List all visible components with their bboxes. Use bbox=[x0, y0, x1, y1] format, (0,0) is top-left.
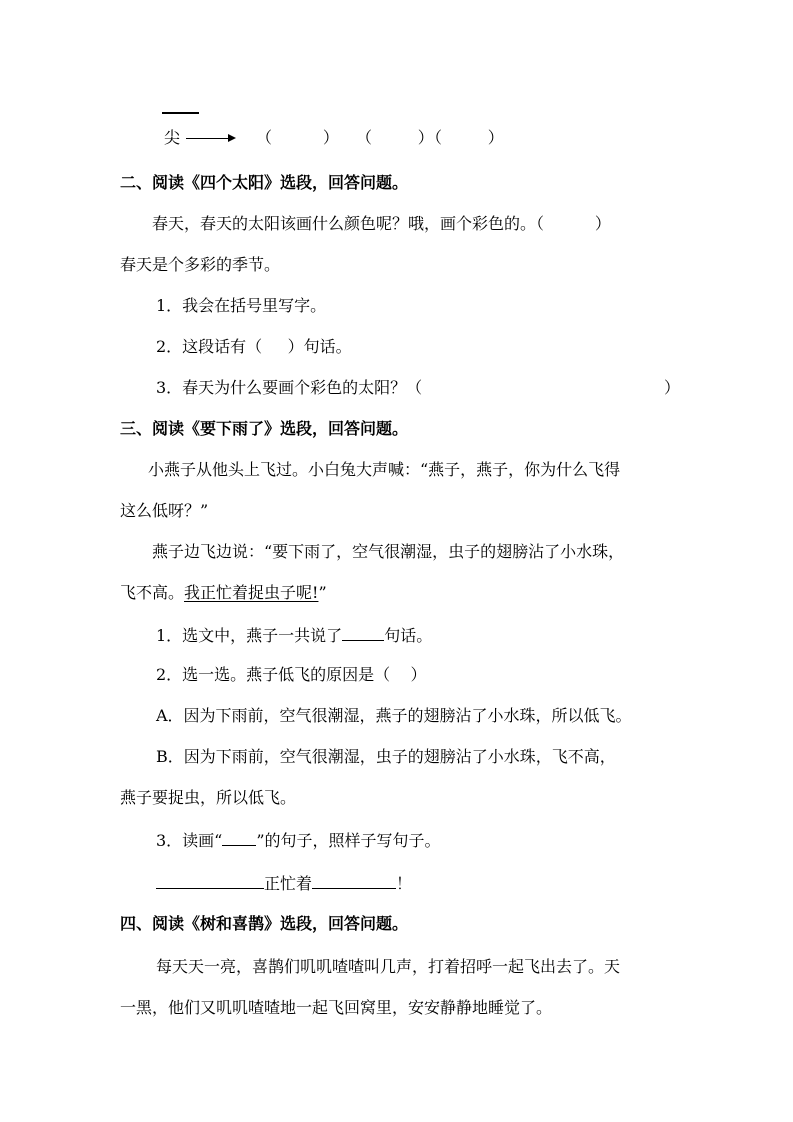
fill-blank-1[interactable] bbox=[156, 874, 264, 889]
section3-heading: 三、阅读《要下雨了》选段，回答问题。 bbox=[120, 419, 409, 438]
section3-p1-line2: 这么低呀？” bbox=[120, 501, 209, 520]
section2-question-3-close: ） bbox=[664, 378, 681, 397]
q1-after: 句话。 bbox=[384, 626, 433, 645]
q3-before: 3．读画“ bbox=[156, 831, 223, 850]
top-rule bbox=[162, 112, 199, 114]
section2-question-2: 2．这段话有（ ）句话。 bbox=[156, 337, 352, 356]
section3-question-1 bbox=[156, 626, 432, 644]
p2-close-quote: ” bbox=[318, 583, 327, 602]
answer-paren-1[interactable]: （ ） bbox=[256, 128, 339, 147]
q1-before: 1．选文中，燕子一共说了 bbox=[156, 626, 343, 645]
answer-paren-3[interactable]: （ ） bbox=[426, 128, 504, 147]
section2-passage-line1: 春天，春天的太阳该画什么颜色呢？哦，画个彩色的。（ ） bbox=[152, 214, 611, 233]
section3-fill-sentence bbox=[156, 874, 412, 892]
p2-plain-text: 飞不高。 bbox=[120, 583, 185, 602]
section3-p2-line1: 燕子边飞边说：“要下雨了，空气很潮湿，虫子的翅膀沾了小水珠， bbox=[152, 542, 625, 561]
section4-p-line2: 一黑，他们又叽叽喳喳地一起飞回窝里，安安静静地睡觉了。 bbox=[120, 998, 553, 1017]
section3-p2-line2 bbox=[120, 585, 327, 601]
q3-after: ”的句子，照样子写句子。 bbox=[256, 831, 441, 850]
fill-middle: 正忙着 bbox=[264, 874, 313, 893]
blank-input[interactable] bbox=[342, 626, 384, 641]
section3-option-b-line1: B．因为下雨前，空气很潮湿，虫子的翅膀沾了小水珠，飞不高， bbox=[156, 747, 616, 766]
fill-end: ！ bbox=[396, 874, 413, 893]
section3-option-b-line2: 燕子要捉虫，所以低飞。 bbox=[120, 788, 297, 807]
section3-option-a: A．因为下雨前，空气很潮湿，燕子的翅膀沾了小水珠，所以低飞。 bbox=[156, 706, 632, 725]
arrow-line bbox=[186, 138, 228, 139]
section4-heading: 四、阅读《树和喜鹊》选段，回答问题。 bbox=[120, 914, 409, 933]
section3-p1-line1: 小燕子从他头上飞过。小白兔大声喊：“燕子，燕子，你为什么飞得 bbox=[148, 460, 621, 479]
q3-underline-sample bbox=[222, 831, 256, 846]
fill-blank-2[interactable] bbox=[312, 874, 396, 889]
section4-p-line1: 每天天一亮，喜鹊们叽叽喳喳叫几声，打着招呼一起飞出去了。天 bbox=[156, 957, 621, 976]
top-char: 尖 bbox=[164, 128, 181, 147]
section2-passage-line2: 春天是个多彩的季节。 bbox=[120, 255, 281, 274]
answer-paren-2[interactable]: （ ） bbox=[356, 128, 434, 147]
section3-question-3 bbox=[156, 831, 441, 849]
section2-question-1: 1．我会在括号里写字。 bbox=[156, 296, 327, 315]
section2-heading: 二、阅读《四个太阳》选段，回答问题。 bbox=[120, 173, 409, 192]
underlined-sentence: 我正忙着捉虫子呢! bbox=[184, 583, 319, 602]
arrow-icon bbox=[228, 134, 236, 142]
section3-question-2: 2．选一选。燕子低飞的原因是（ ） bbox=[156, 665, 427, 684]
section2-question-3: 3．春天为什么要画个彩色的太阳？（ bbox=[156, 378, 423, 397]
